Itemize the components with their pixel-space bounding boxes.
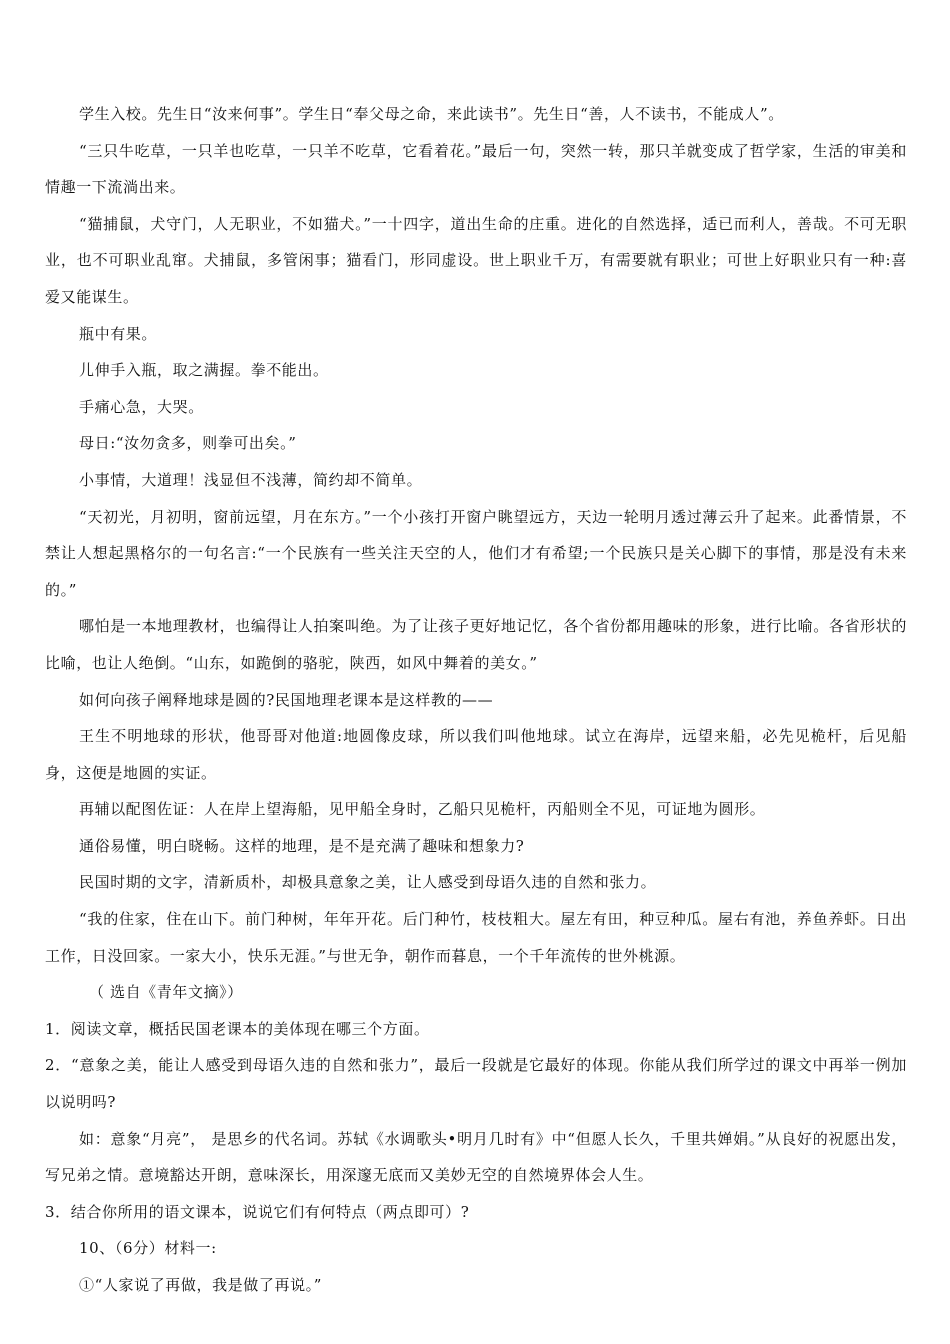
question-1: 1．阅读文章，概括民国老课本的美体现在哪三个方面。 [45,1019,430,1038]
passage-paragraph-10: 哪怕是一本地理教材，也编得让人拍案叫绝。为了让孩子更好地记忆，各个省份都用趣味的形象，进行比喻。各省形状的比喻，也让人绝倒。“山东，如跪倒的骆驼，陕西，如风中舞着的美女。” [45,617,907,672]
passage-paragraph-7: 母日:“汝勿贪多，则拳可出矣。” [79,434,297,453]
passage-paragraph-5: 儿伸手入瓶，取之满握。拳不能出。 [79,361,329,380]
next-question-heading: 10、（6分）材料一: [79,1239,217,1258]
passage-paragraph-2: “三只牛吃草，一只羊也吃草，一只羊不吃草，它看着花。”最后一句，突然一转，那只羊就变成了哲学家，生活的审美和情趣一下流淌出来。 [45,141,907,197]
passage-paragraph-8: 小事情，大道理！浅显但不浅薄，简约却不简单。 [79,470,423,489]
passage-paragraph-9: “天初光，月初明，窗前远望，月在东方。”一个小孩打开窗户眺望远方，天边一轮明月透过薄云升了起来。此番情景，不禁让人想起黑格尔的一句名言:“一个民族有一些关注天空的人，他们才有希望;一个民族只是关心脚下的事情，那是没有未来的。” [45,507,907,599]
question-2: 2．“意象之美，能让人感受到母语久违的自然和张力”，最后一段就是它最好的体现。你能从我们所学过的课文中再举一例加以说明吗? [45,1056,907,1112]
passage-paragraph-13: 再辅以配图佐证：人在岸上望海船，见甲船全身时，乙船只见桅杆，丙船则全不见，可证地为圆形。 [79,800,766,819]
example-answer: 如：意象“月亮”， 是思乡的代名词。苏轼《水调歌头•明月几时有》中“但愿人长久，千里共婵娟。”从良好的祝愿出发，写兄弟之情。意境豁达开朗，意味深长，用深邃无底而又美妙无空的自然境界体会人生。 [45,1129,907,1185]
document-body [45,96,907,1304]
passage-paragraph-1: 学生入校。先生日“汝来何事”。学生日“奉父母之命，来此读书”。先生日“善，人不读书，不能成人”。 [79,105,784,123]
passage-paragraph-3: “猫捕鼠，犬守门，人无职业，不如猫犬。”一十四字，道出生命的庄重。进化的自然选择，适已而利人，善哉。不可无职业，也不可职业乱窜。犬捕鼠，多管闲事；猫看门，形同虚设。世上职业千万，有需要就有职业；可世上好职业只有一种:喜爱又能谋生。 [45,214,907,306]
passage-paragraph-6: 手痛心急，大哭。 [79,397,204,416]
passage-source: （ 选自《青年文摘》） [89,983,243,1002]
next-question-item: ①“人家说了再做，我是做了再说。” [79,1276,323,1294]
question-3: 3．结合你所用的语文课本，说说它们有何特点（两点即可）? [45,1202,470,1221]
passage-paragraph-15: 民国时期的文字，清新质朴，却极具意象之美，让人感受到母语久违的自然和张力。 [79,873,657,892]
passage-paragraph-12: 王生不明地球的形状，他哥哥对他道:地圆像皮球，所以我们叫他地球。试立在海岸，远望来船，必先见桅杆，后见船身，这便是地圆的实证。 [45,727,907,782]
passage-paragraph-4: 瓶中有果。 [79,324,158,343]
passage-paragraph-16: “我的住家，住在山下。前门种树，年年开花。后门种竹，枝枝粗大。屋左有田，种豆种瓜。屋右有池，养鱼养虾。日出工作，日没回家。一家大小，快乐无涯。”与世无争，朝作而暮息，一个千年流传的世外桃源。 [45,910,907,965]
passage-paragraph-14: 通俗易懂，明白晓畅。这样的地理，是不是充满了趣味和想象力? [79,836,525,855]
passage-paragraph-11: 如何向孩子阐释地球是圆的?民国地理老课本是这样教的—— [79,690,494,709]
